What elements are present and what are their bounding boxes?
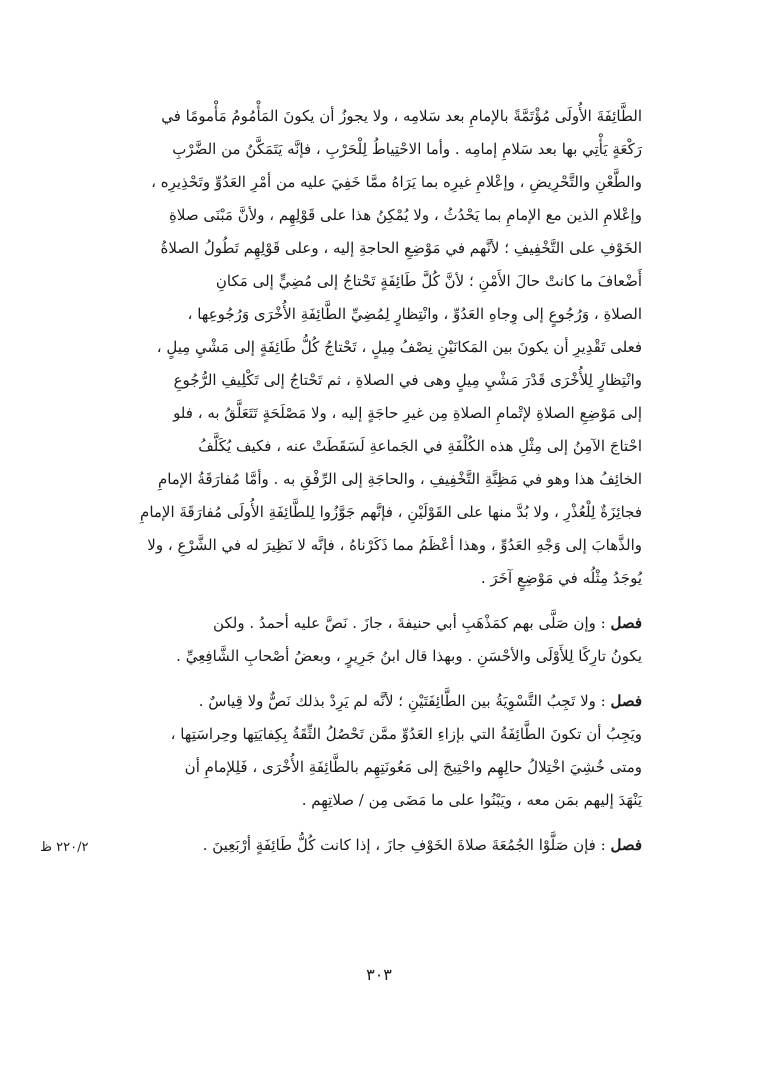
text-line: احْتاجَ الآمِنُ إلى مِثْلِ هذه الكُلْفَةِ في الجَماعةِ لَسَقَطَتْ عنه ، فكيف يُكَلَّفُ: [198, 437, 642, 455]
paragraph-4: [105, 829, 642, 862]
text-line: رَكْعَةٍ يَأْتِي بها بعد سَلامِ إمامِه . وأما الاحْتِياطُ لِلْحَرْبِ ، فإنَّه يَتَمَكَّنُ من الضَّرْبِ: [172, 140, 642, 158]
page-body: [105, 100, 642, 862]
paragraph-1: [105, 100, 642, 595]
text-line: يَنْهَدَ إليهم بمَن معه ، ويَبْنُوا على ما مَضَى مِن / صلاتِهِم .: [301, 791, 642, 809]
text-line: الخائِفُ هذا وهو في مَظِنَّةِ التَّخْفِيفِ ، والحاجَةِ إلى الرِّفْقِ به . وأمَّا مُفارَقَةُ الإمامِ: [157, 470, 642, 488]
text-line: [105, 685, 642, 718]
text-run: : وإن صَلَّى بهم كمَذْهَبِ أبي حنيفةَ ، جازَ . نَصَّ عليه أحمدُ . ولكن: [213, 614, 611, 632]
text-line: يكونُ تارِكًا لِلأَوْلَى والأحْسَنِ . وبهذا قال ابنُ جَرِيرٍ ، وبعضُ أصْحابِ الشَّافِعِيِّ .: [176, 647, 642, 665]
text-line: فجائِزَةٌ لِلْعُذْرِ ، ولا بُدَّ منها على القَوْلَيْنِ ، فإنَّهم جَوَّزُوا لِلطَّائِفَةِ الأُولَى مُفارَقَةَ الإمامِ: [140, 503, 642, 521]
text-line: ويَجِبُ أن تكونَ الطَّائِفَةُ التي بإزاءِ العَدُوِّ ممَّن تَحْصُلُ الثِّقَةُ بِكِفايَتِها وحِراسَتِها ،: [170, 725, 642, 743]
section-heading: فصل: [610, 692, 642, 710]
section-heading: فصل: [610, 836, 642, 854]
text-run: : فإن صَلَّوْا الجُمُعَةَ صلاةَ الخَوْفِ جازَ ، إذا كانت كُلُّ طَائِفَةٍ أرْبَعِينَ .: [202, 836, 611, 854]
text-line: ومتى خُشِيَ اخْتِلالُ حالِهِم واحْتِيجَ إلى مَعُونَتِهِم بالطَّائِفَةِ الأُخْرَى ، فَلِلإمامِ أن: [184, 758, 642, 776]
text-line: والذَّهابَ إلى وَجْهِ العَدُوِّ ، وهذا أعْظَمُ مما ذَكَرْناهُ ، فإنَّه لا نَظِيرَ له في الشَّرْعِ ، ولا: [147, 536, 642, 554]
text-line: يُوجَدُ مِثْلُه في مَوْضِعٍ آخَرَ .: [480, 569, 642, 587]
text-line: الخَوْفِ على التَّخْفِيفِ ؛ لأنَّهم في مَوْضِعِ الحاجةِ إليه ، وعلى قَوْلِهِم تَطُولُ الصلاةُ: [160, 239, 642, 257]
paragraph-2: [105, 607, 642, 673]
text-line: [105, 607, 642, 640]
text-line: إلى مَوْضِعِ الصلاةِ لإتْمامِ الصلاةِ مِن غيرِ حاجَةٍ إليه ، ولا مَصْلَحَةٍ تَتَعَلَّقُ به ، فلو: [173, 404, 642, 422]
text-line: وانْتِظارٍ لِلأُخْرَى قَدْرَ مَشْيِ مِيلٍ وهى في الصلاةِ ، ثم تَحْتاجُ إلى تَكْلِيفِ الرُّجُوعِ: [173, 371, 642, 389]
text-line: [105, 829, 642, 862]
text-line: أَضْعافَ ما كانتْ حالَ الأَمْنِ ؛ لأنَّ كُلَّ طَائِفَةٍ تَحْتاجُ إلى مُضِيٍّ إلى مَكانِ: [215, 272, 642, 290]
text-line: الصلاةِ ، وَرُجُوعٍ إلى وِجاهِ العَدُوِّ ، وانْتِظارٍ لِمُضِيِّ الطَّائِفَةِ الأُخْرَى وَرُجُوعِها ،: [187, 305, 642, 323]
text-line: وإعْلامِ الذين مع الإمامِ بما يَحْدُثُ ، ولا يُمْكِنُ هذا على قَوْلِهِم ، ولأنَّ مَبْنَى صلاةِ: [169, 206, 642, 224]
text-run: : ولا تَجِبُ التَّسْوِيَةُ بين الطَّائِفَتَيْنِ ؛ لأنَّه لم يَرِدْ بذلك نَصٌّ ولا قِياسٌ .: [198, 692, 611, 710]
margin-folio-note: ٢٢٠/٢ ظ: [40, 840, 89, 855]
text-line: والطَّعْنِ والتَّحْرِيضِ ، وإعْلامِ غيرِه بما يَرَاهُ ممَّا خَفِيَ عليه من أمْرِ العَدُوِّ وتَحْذِيرِه ،: [151, 173, 642, 191]
paragraph-3: [105, 685, 642, 817]
section-heading: فصل: [610, 614, 642, 632]
text-line: الطَّائِفَةَ الأُولَى مُؤْتَمَّةً بالإمامِ بعد سَلامِه ، ولا يجوزُ أن يكونَ المَأْمُومُ مَأْمومًا في: [161, 107, 642, 125]
text-line: فعلى تَقْدِيرِ أن يكونَ بين المَكانَيْنِ نِصْفُ مِيلٍ ، تَحْتاجُ كُلُّ طَائِفَةٍ إلى مَشْيِ مِيلٍ ،: [156, 338, 642, 356]
page-number: ٣٠٣: [366, 965, 392, 984]
